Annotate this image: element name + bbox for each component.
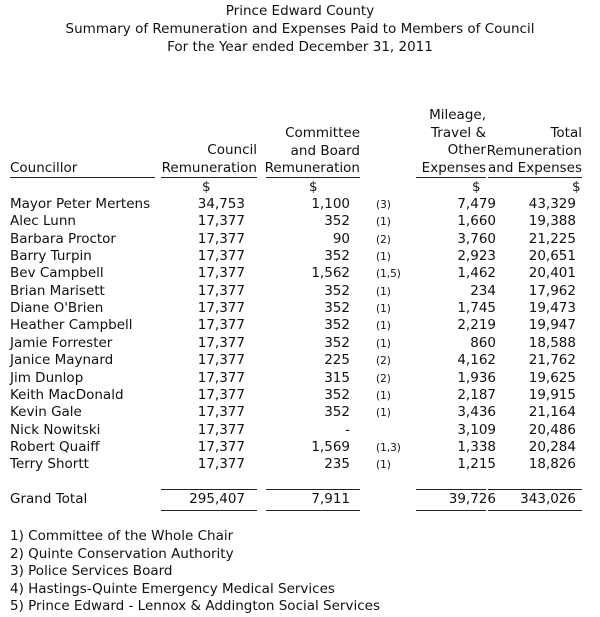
cell-councillor: Robert Quaiff [10,438,100,455]
cell-committee-remuneration: 352 [324,213,350,230]
cell-council-remuneration: 17,377 [197,282,245,299]
cell-footnote-ref: (1) [376,407,391,420]
cell-committee-remuneration: 1,562 [311,265,350,282]
cell-council-remuneration: 17,377 [197,230,245,247]
cell-expenses: 3,760 [457,230,496,247]
currency-total: $ [572,179,581,195]
grand-total-committee: 7,911 [311,491,350,507]
header-committee [257,125,360,178]
header-council-line: Council [207,142,257,158]
cell-councillor: Jamie Forrester [10,334,113,351]
footnote-item: 5) Prince Edward - Lennox & Addington Social Services [10,598,380,615]
cell-total: 20,401 [528,265,576,282]
document-title [0,2,600,56]
currency-committee: $ [309,179,318,195]
cell-councillor: Janice Maynard [10,352,114,369]
cell-total: 19,947 [528,317,576,334]
cell-expenses: 1,338 [457,438,496,455]
cell-committee-remuneration: 352 [324,334,350,351]
cell-total: 18,826 [528,456,576,473]
cell-council-remuneration: 17,377 [197,421,245,438]
cell-total: 20,486 [528,421,576,438]
cell-council-remuneration: 17,377 [197,248,245,265]
cell-committee-remuneration: 1,569 [311,438,350,455]
cell-committee-remuneration: 352 [324,248,350,265]
cell-council-remuneration: 17,377 [197,386,245,403]
cell-councillor: Mayor Peter Mertens [10,196,151,212]
cell-expenses: 860 [470,334,496,351]
cell-total: 18,588 [528,334,576,351]
currency-council: $ [202,179,211,195]
footnote-item: 2) Quinte Conservation Authority [10,545,234,562]
header-councillor: Councillor [10,160,78,176]
cell-councillor: Heather Campbell [10,317,133,334]
cell-footnote-ref: (2) [376,233,391,246]
cell-footnote-ref: (1) [376,459,391,472]
cell-expenses: 2,923 [457,248,496,265]
cell-footnote-ref: (1) [376,216,391,229]
cell-total: 20,284 [528,438,576,455]
cell-councillor: Alec Lunn [10,213,76,230]
cell-total: 43,329 [528,196,576,212]
cell-councillor: Bev Campbell [10,265,104,282]
cell-committee-remuneration: 235 [324,456,350,473]
cell-council-remuneration: 17,377 [197,456,245,473]
cell-footnote-ref: (1) [376,285,391,298]
header-rule-committee [266,177,360,178]
header-council-line: Remuneration [161,159,257,176]
cell-expenses: 7,479 [457,196,496,212]
cell-expenses: 4,162 [457,352,496,369]
cell-councillor: Nick Nowitski [10,421,101,438]
grand-total-expenses: 39,726 [448,491,496,507]
cell-councillor: Terry Shortt [10,456,89,473]
cell-committee-remuneration: 352 [324,386,350,403]
cell-committee-remuneration: 352 [324,300,350,317]
cell-total: 20,651 [528,248,576,265]
total-underline-total [488,510,582,511]
cell-expenses: 1,215 [457,456,496,473]
title-line-2: Summary of Remuneration and Expenses Paid to Members of Council [65,21,535,37]
cell-councillor: Brian Marisett [10,282,105,299]
footnote-item: 3) Police Services Board [10,563,173,580]
cell-expenses: 1,660 [457,213,496,230]
cell-total: 21,225 [528,230,576,247]
footnotes [10,528,380,616]
cell-total: 21,164 [528,404,576,421]
total-rule-total [488,489,582,490]
total-underline-committee [266,510,360,511]
grand-total-label: Grand Total [10,491,88,507]
header-mileage-line: Expenses [421,159,486,176]
cell-council-remuneration: 34,753 [197,196,245,212]
cell-expenses: 2,187 [457,386,496,403]
total-rule-committee [266,489,360,490]
header-mileage-line: Travel & [431,124,486,141]
cell-total: 19,388 [528,213,576,230]
cell-expenses: 1,745 [457,300,496,317]
cell-total: 21,762 [528,352,576,369]
cell-footnote-ref: (1,3) [376,441,401,454]
cell-committee-remuneration: 315 [324,369,350,386]
cell-expenses: 1,936 [457,369,496,386]
cell-total: 19,625 [528,369,576,386]
header-committee-line: Committee [285,125,360,141]
cell-committee-remuneration: 352 [324,317,350,334]
cell-councillor: Keith MacDonald [10,386,124,403]
header-total [482,125,582,178]
cell-total: 19,473 [528,300,576,317]
header-rule-council [161,177,257,178]
cell-footnote-ref: (3) [376,199,391,211]
header-mileage-line: Mileage, [429,107,486,123]
footnote-item: 1) Committee of the Whole Chair [10,528,234,544]
total-rule-expenses [416,489,486,490]
cell-committee-remuneration: 352 [324,282,350,299]
cell-councillor: Barbara Proctor [10,230,116,247]
cell-council-remuneration: 17,377 [197,404,245,421]
header-council [150,142,257,177]
header-rule-councillor [10,177,155,178]
cell-council-remuneration: 17,377 [197,317,245,334]
cell-total: 17,962 [528,282,576,299]
cell-council-remuneration: 17,377 [197,213,245,230]
cell-councillor: Diane O'Brien [10,300,104,317]
cell-councillor: Barry Turpin [10,248,92,265]
cell-expenses: 3,109 [457,421,496,438]
cell-footnote-ref: (1) [376,337,391,350]
cell-council-remuneration: 17,377 [197,265,245,282]
cell-committee-remuneration: - [345,421,350,438]
cell-footnote-ref: (2) [376,372,391,385]
header-total-line: Total [550,125,582,141]
cell-council-remuneration: 17,377 [197,369,245,386]
footnote-item: 4) Hastings-Quinte Emergency Medical Services [10,580,335,597]
cell-councillor: Jim Dunlop [10,369,84,386]
cell-council-remuneration: 17,377 [197,300,245,317]
cell-expenses: 2,219 [457,317,496,334]
title-line-1: Prince Edward County [225,3,375,19]
grand-total-council: 295,407 [189,491,245,507]
total-underline-council [161,510,257,511]
header-mileage [400,107,486,177]
cell-committee-remuneration: 225 [324,352,350,369]
cell-footnote-ref: (1) [376,303,391,316]
total-rule-council [161,489,257,490]
cell-council-remuneration: 17,377 [197,334,245,351]
cell-committee-remuneration: 352 [324,404,350,421]
header-committee-line: and Board [290,142,360,159]
cell-council-remuneration: 17,377 [197,352,245,369]
cell-expenses: 1,462 [457,265,496,282]
cell-committee-remuneration: 90 [332,230,350,247]
cell-footnote-ref: (1,5) [376,268,401,281]
header-rule-total [488,177,582,178]
cell-footnote-ref: (2) [376,355,391,368]
cell-footnote-ref: (1) [376,389,391,402]
title-line-3: For the Year ended December 31, 2011 [167,39,433,55]
cell-councillor: Kevin Gale [10,404,82,421]
cell-committee-remuneration: 1,100 [311,196,350,212]
total-underline-expenses [416,510,486,511]
cell-footnote-ref: (1) [376,251,391,264]
cell-total: 19,915 [528,386,576,403]
cell-expenses: 234 [470,282,496,299]
header-committee-line: Remuneration [264,160,360,176]
header-total-line: and Expenses [487,160,582,176]
cell-footnote-ref: (1) [376,320,391,333]
header-rule-expenses [416,177,486,178]
header-mileage-line: Other [447,142,486,158]
cell-expenses: 3,436 [457,404,496,421]
currency-expenses: $ [472,179,481,195]
grand-total-total: 343,026 [520,491,576,507]
header-total-line: Remuneration [486,142,582,159]
cell-council-remuneration: 17,377 [197,438,245,455]
